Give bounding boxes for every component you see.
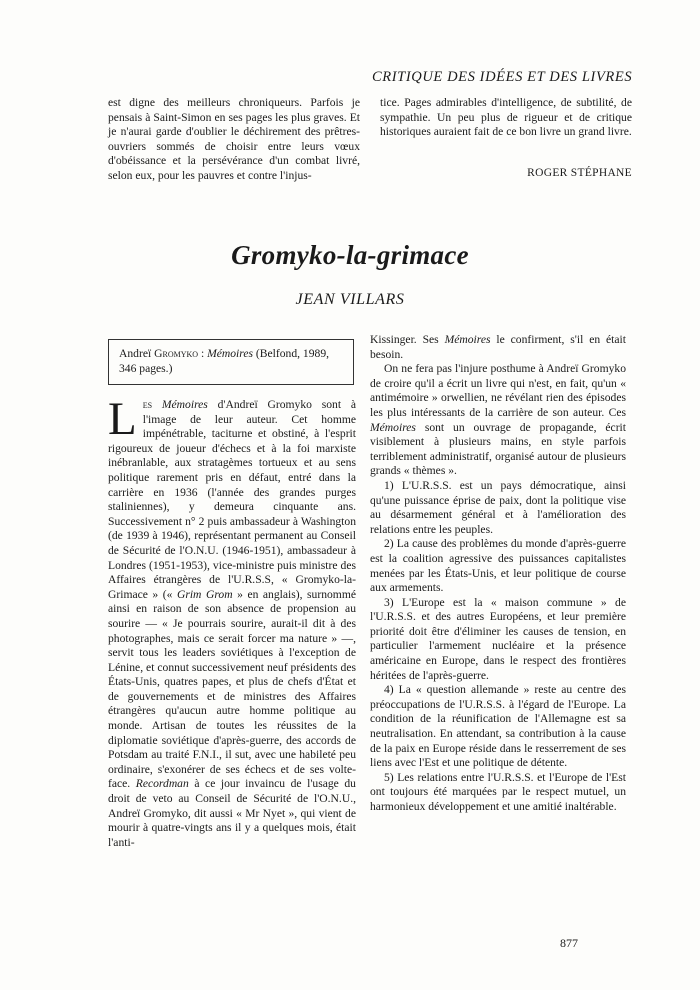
- grim-grom: Grim Grom: [176, 587, 233, 601]
- article-author: JEAN VILLARS: [295, 291, 405, 308]
- lead-title: Mémoires: [161, 398, 208, 411]
- lead-text-end: à ce jour invaincu de l'usage du droit de veto au Conseil de Sécurité de l'O.N.U., Andreï Gromyko, dit aussi « Mr Nyet », qui vient de mourir à quatre-vingts ans il y a quelques mois, était l'anti-: [108, 777, 356, 849]
- previous-review-text-left: est digne des meilleurs chroniqueurs. Parfois je pensais à Saint-Simon en ses pages les plus graves. Et je n'aurai garde d'oublier le déchirement des prêtres-ouvriers sommés de choisir entre leurs vœux d'obéissance et la persévérance d'un combat livré, selon eux, pour les pauvres et contre l'injus-: [108, 96, 360, 182]
- running-head: CRITIQUE DES IDÉES ET DES LIVRES: [372, 69, 633, 85]
- book-reference-box: [108, 339, 354, 385]
- reference-author-last: Gromyko: [154, 347, 199, 360]
- right-p2-text: On ne fera pas l'injure posthume à Andreï Gromyko de croire qu'il a écrit un livre qui n'est, en fait, qu'un « antimémoire » orwellien, ne révélant rien des épisodes les plus intéressants de la carrière de son auteur. Ces: [370, 362, 626, 419]
- reference-book-title: Mémoires: [207, 347, 254, 360]
- right-p2-text-end: sont un ouvrage de propagande, écrit visiblement à plusieurs mains, en style parfois terriblement administratif, organisé autour de plusieurs grands « thèmes ».: [370, 420, 626, 478]
- right-p2-title: Mémoires: [370, 420, 416, 434]
- lead-text: d'Andreï Gromyko sont à l'image de leur auteur. Cet homme impénétrable, taciturne et obstiné, à l'esprit rigoureux de joueur d'échecs et à la foi marxiste inébranlable, aux stratagèmes tortueux et au sens politique rarement pris en défaut, entré dans la carrière en 1936 (l'année des grandes purges staliniennes), y demeura cinquante ans. Successivement n° 2 puis ambassadeur à Washington (de 1939 à 1946), représentant permanent au Conseil de Sécurité de l'O.N.U. (1946-1951), ambassadeur à Londres (1951-1953), vice-ministre puis ministre des Affaires étrangères de l'U.R.S.S, « Gromyko-la-Grimace » («: [108, 398, 356, 601]
- previous-review-left-column: [108, 96, 360, 184]
- previous-review-right-column: [380, 96, 632, 140]
- reference-separator: :: [198, 347, 208, 360]
- theme-point-1: 1) L'U.R.S.S. est un pays démocratique, ainsi qu'une puissance éprise de paix, dont la politique vise au désarmement général et à l'amélioration des relations entre les peuples.: [370, 478, 626, 536]
- reference-author-first: Andreï: [119, 347, 152, 360]
- right-p1-text-end: le confirment, s'il en était besoin.: [370, 333, 626, 361]
- article-left-column: [108, 393, 356, 850]
- article-right-column: [370, 333, 626, 815]
- reference-details: (Belfond, 1989, 346 pages.): [119, 347, 330, 375]
- theme-point-2: 2) La cause des problèmes du monde d'après-guerre est la coalition agressive des puissances capitalistes menées par les États-Unis, et leur politique de course aux armements.: [370, 537, 626, 595]
- right-paragraph-2: [370, 362, 626, 479]
- previous-review-signature: ROGER STÉPHANE: [527, 167, 632, 179]
- theme-point-3: 3) L'Europe est la « maison commune » de l'U.R.S.S. et des autres Européens, et leur première priorité doit être d'éliminer les causes de tension, en particulier l'armement nucléaire et la présence américaine en Europe, dans le respect des frontières héritées de l'après-guerre.: [370, 595, 626, 682]
- recordman: Recordman: [135, 777, 189, 791]
- theme-point-4: 4) La « question allemande » reste au centre des préoccupations de l'U.R.S.S. à l'égard de l'Europe. La condition de la réunification de l'Allemagne est sa neutralisation. En attendant, sa contribution à la cause de la paix en Europe réside dans le resserrement de ses liens avec l'Est et une politique de détente.: [370, 683, 626, 770]
- right-p1-text: Kissinger. Ses: [370, 333, 445, 346]
- lead-caps: es: [142, 398, 153, 411]
- lead-text-cont: » en anglais), surnommé ainsi en raison de son absence de propension au sourire — « Je pourrais sourire, aurait-il dit à des photographes, mais ce serait forcer ma nature » —, servit tous les leaders soviétiques à l'exception de Lénine, et connut successivement neuf présidents des États-Unis, quatres papes, et plus de chefs d'État et de gouvernements et de ministres des Affaires étrangères qu'aucun autre homme politique au monde. Artisan de toutes les réussites de la diplomatie soviétique d'après-guerre, des accords de Potsdam au traité F.N.I., il sut, avec une habileté peu ordinaire, s'exonérer de ses échecs et de ses volte-face.: [108, 587, 356, 791]
- lead-paragraph: [108, 393, 356, 850]
- article-title: Gromyko-la-grimace: [231, 240, 469, 270]
- right-paragraph-1: [370, 333, 626, 362]
- drop-cap: L: [108, 393, 137, 445]
- previous-review-text-right: tice. Pages admirables d'intelligence, de subtilité, de sympathie. Un peu plus de rigueur et de critique historiques auraient fait de ce bon livre un grand livre.: [380, 96, 632, 139]
- right-p1-title: Mémoires: [444, 333, 491, 346]
- page-number: 877: [560, 936, 578, 950]
- theme-point-5: 5) Les relations entre l'U.R.S.S. et l'Europe de l'Est ont toujours été marquées par le respect mutuel, un harmonieux développement et une amitié inaltérable.: [370, 770, 626, 813]
